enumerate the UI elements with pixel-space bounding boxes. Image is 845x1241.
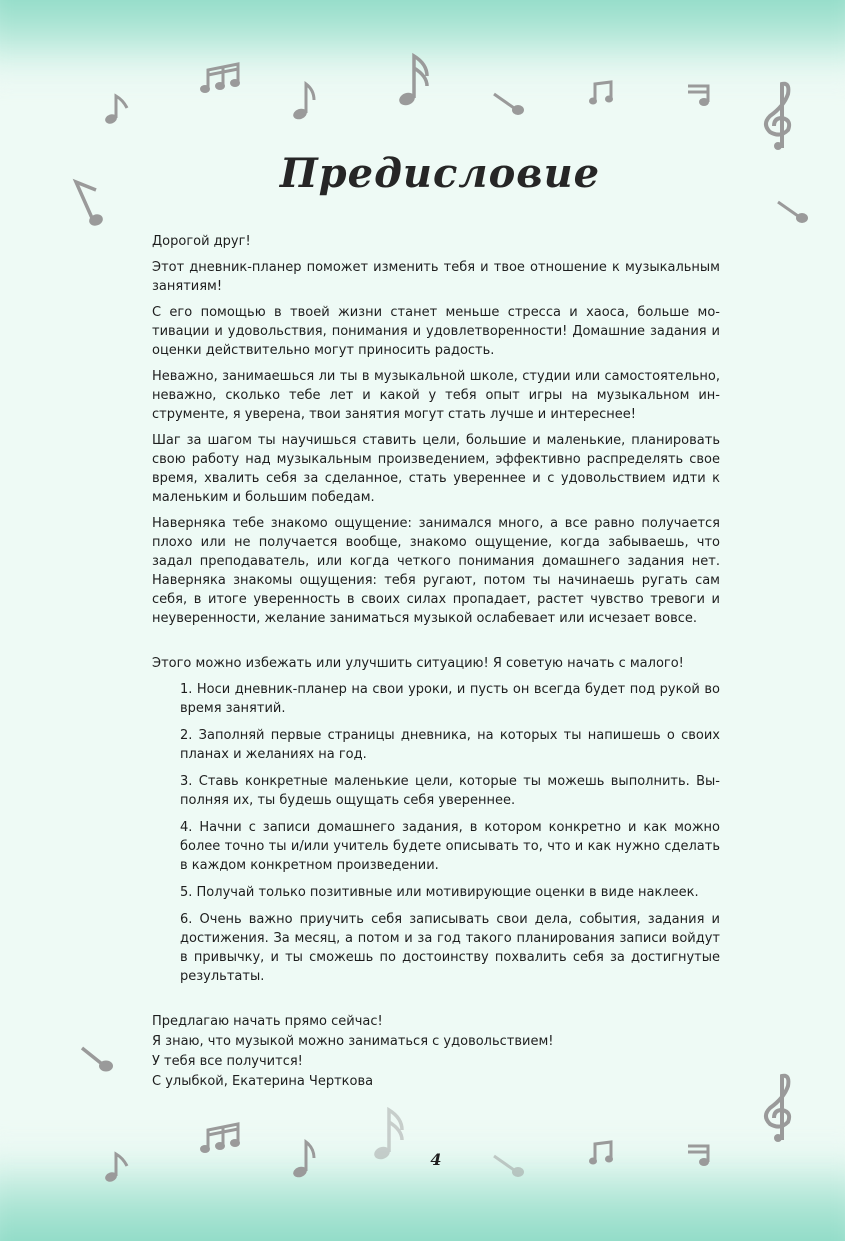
- eighth-note-icon: [292, 80, 318, 122]
- beamed-notes-icon: [684, 82, 714, 106]
- paragraph: Неважно, занимаешься ли ты в музыкальной школе, студии или самостоятельно, неважно, сколько тебе лет и какой у тебя опыт игры на музыкальном инструменте, я уверена, твои занятия могут стать лучше и интереснее!: [152, 369, 720, 422]
- closing-line: Я знаю, что музыкой можно заниматься с удовольствием!: [152, 1034, 554, 1049]
- paragraph: С его помощью в твоей жизни станет меньше стресса и хаоса, больше мотивации и удовольствия, понимания и удовлетворенности! Домашние задания и оценки действительно могут приносить радость.: [152, 305, 720, 358]
- eighth-note-icon: [103, 92, 131, 126]
- paragraph: Этот дневник-планер поможет изменить тебя и твое отношение к музыкальным занятиям!: [152, 260, 720, 294]
- preface-body: [152, 232, 720, 1092]
- list-item: 3. Ставь конкретные маленькие цели, которые ты можешь выполнить. Выполняя их, ты будешь ощущать себя увереннее.: [180, 774, 720, 808]
- page-title: Предисловие: [279, 150, 601, 197]
- signature: С улыбкой, Екатерина Черткова: [152, 1074, 374, 1089]
- list-item: 2. Заполняй первые страницы дневника, на которых ты напишешь о своих планах и желаниях на год.: [180, 728, 720, 762]
- eighth-note-icon: [490, 88, 526, 118]
- list-item: 4. Начни с записи домашнего задания, в котором конкретно и как можно более точно ты и/или учитель будете описывать то, что и как нужно сделать в каждом конкретном произведении.: [180, 820, 720, 873]
- beamed-notes-icon: [200, 62, 244, 96]
- list-item: 5. Получай только позитивные или мотивирующие оценки в виде наклеек.: [180, 885, 699, 900]
- sixteenth-note-icon: [397, 52, 433, 108]
- closing-block: [152, 1012, 720, 1092]
- greeting: Дорогой друг!: [152, 234, 251, 249]
- list-intro: Этого можно избежать или улучшить ситуацию! Я советую начать с малого!: [152, 656, 684, 671]
- paragraph: Шаг за шагом ты научишься ставить цели, большие и маленькие, планировать свою работу над музыкальным произведением, эффективно распределять свое время, хвалить себя за сделанное, стать увереннее и с удовольствием идти к маленьким и большим победам.: [152, 433, 720, 505]
- closing-line: У тебя все получится!: [152, 1054, 303, 1069]
- eighth-note-icon: [774, 198, 810, 226]
- paragraph: Наверняка тебе знакомо ощущение: занимался много, а все равно получается плохо или не получается вообще, знакомо ощущение, когда забываешь, что задал преподаватель, или когда четкого понимания домашнего задания нет. Наверняка знакомы ощущения: тебя ругают, потом ты начинаешь ругать сам себя, в итоге уверенность в своих силах пропадает, растет чувство тревоги и неуверенности, желание заниматься музыкой ослабевает или исчезает вовсе.: [152, 516, 720, 626]
- tips-list: [152, 680, 720, 986]
- beamed-notes-icon: [589, 80, 615, 106]
- list-item: 6. Очень важно приучить себя записывать свои дела, события, задания и достижения. За месяц, а потом и за год такого планирования записи войдут в привычку, и ты сможешь по достоинству похвалить себя за достигнутые результаты.: [180, 912, 720, 984]
- eighth-note-icon: [78, 1040, 116, 1074]
- treble-clef-icon: [760, 1070, 800, 1146]
- treble-clef-icon: [760, 78, 800, 154]
- list-item: 1. Носи дневник-планер на свои уроки, и пусть он всегда будет под рукой во время занятий.: [180, 682, 720, 716]
- closing-line: Предлагаю начать прямо сейчас!: [152, 1014, 383, 1029]
- page-number: 4: [430, 1150, 442, 1169]
